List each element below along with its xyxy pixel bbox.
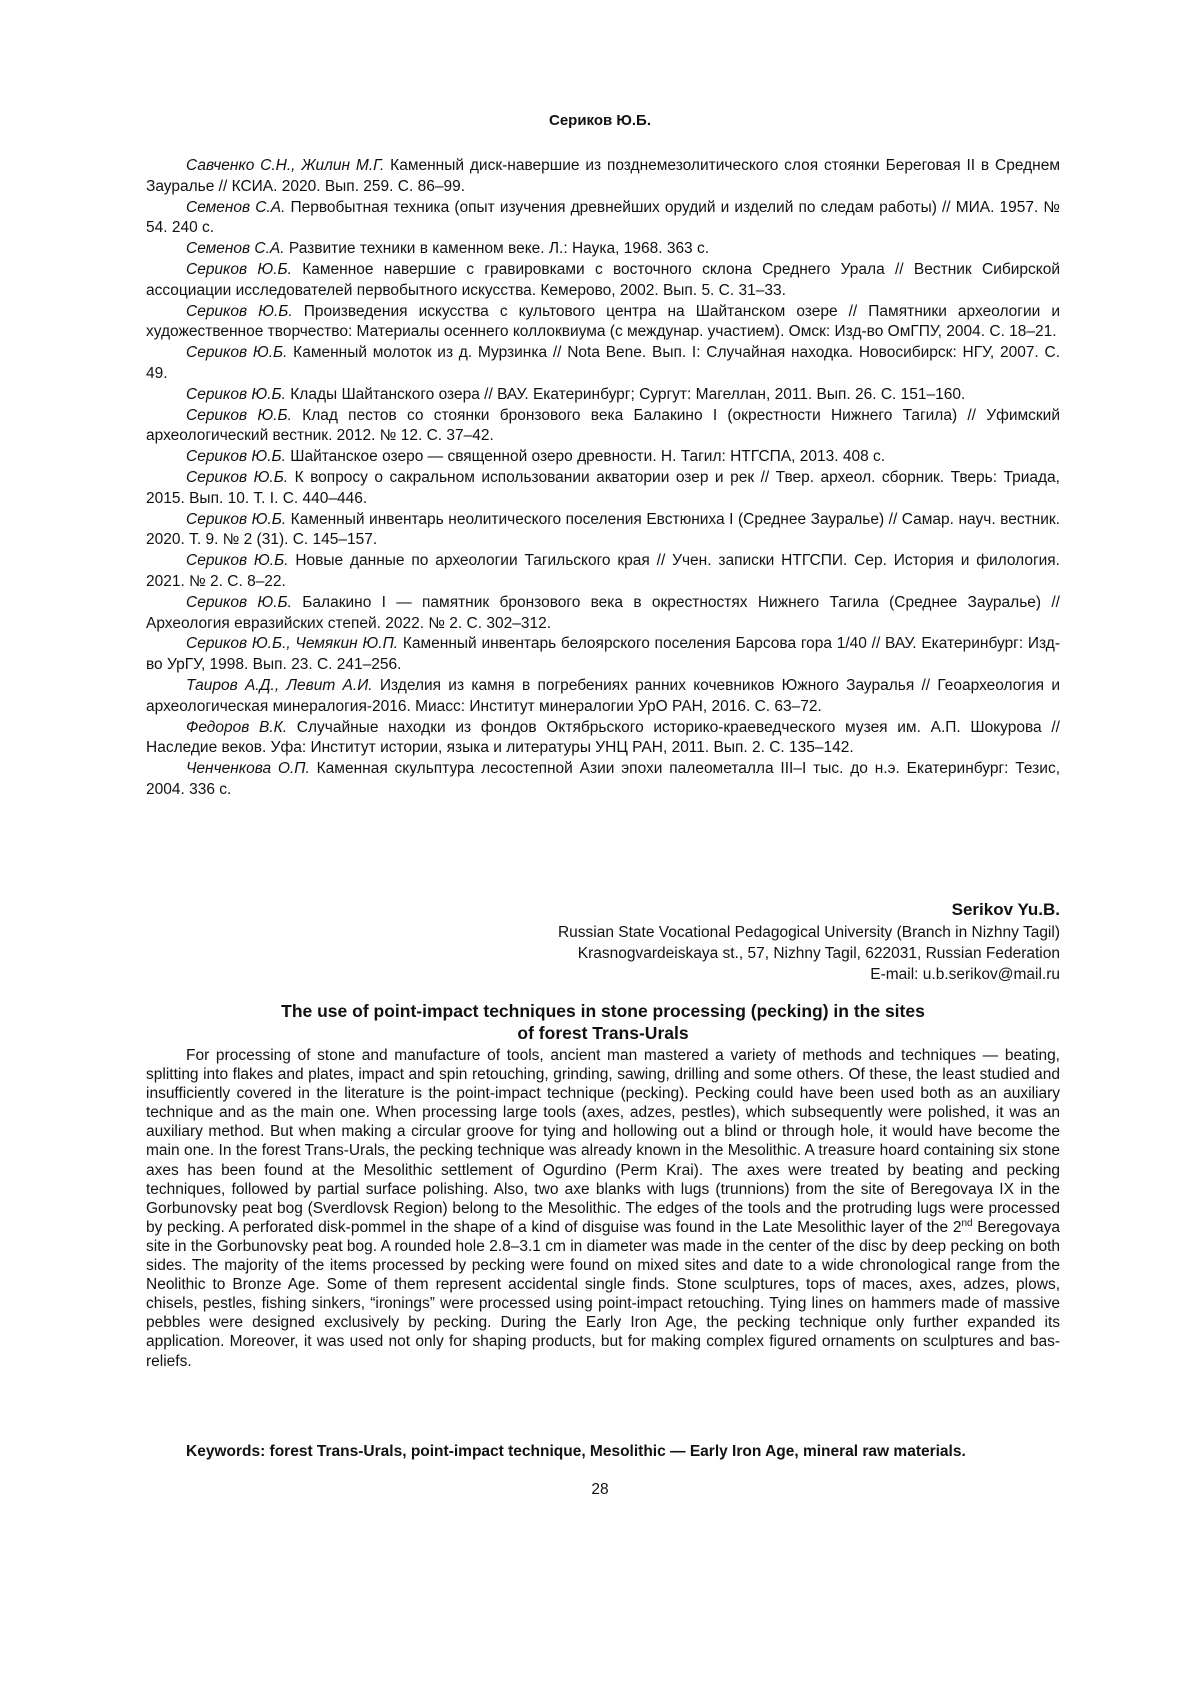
reference-author: Сериков Ю.Б.: [186, 510, 287, 528]
reference-text: К вопросу о сакральном использовании акватории озер и рек // Твер. археол. сборник. Тверь: Триада, 2015. Вып. 10. Т. I. С. 440–446.: [146, 468, 1060, 507]
author-email: E-mail: u.b.serikov@mail.ru: [870, 966, 1060, 983]
author-affiliation: [260, 899, 1060, 985]
reference-item: [146, 510, 1060, 552]
reference-author: Таиров А.Д., Левит А.И.: [186, 676, 373, 694]
reference-item: [146, 260, 1060, 302]
article-title: [146, 1000, 1060, 1044]
page-number: 28: [591, 1481, 609, 1498]
reference-item: [146, 239, 1060, 260]
reference-item: [146, 156, 1060, 198]
reference-item: [146, 447, 1060, 468]
author-address: Krasnogvardeiskaya st., 57, Nizhny Tagil, 622031, Russian Federation: [577, 945, 1060, 962]
reference-author: Сериков Ю.Б.: [186, 593, 292, 611]
reference-author: Сериков Ю.Б.: [186, 448, 286, 466]
abstract-text: For processing of stone and manufacture of tools, ancient man mastered a variety of methods and techniques — beating, splitting into flakes and plates, impact and spin retouching, grinding, sawing, drilling and some others. Of these, the least studied and insufficiently covered in the literature is the point-impact technique (pecking). Pecking could have been used both as an auxiliary technique and as the main one. When processing large tools (axes, adzes, pestles), which subsequently were polished, it was an auxiliary method. But when making a circular groove for tying and hollowing out a blind or through hole, it would have become the main one. In the forest Trans-Urals, the pecking technique was already known in the Mesolithic. A treasure hoard containing six stone axes has been found at the Mesolithic settlement of Ogurdino (Perm Krai). The axes were treated by beating and pecking techniques, followed by partial surface polishing. Also, two axe blanks with lugs (trunnions) from the site of Beregovaya IX in the Gorbunovsky peat bog (Sverdlovsk Region) belong to the Mesolithic. The edges of the tools and the protruding lugs were processed by pecking. A perforated disk-pommel in the shape of a kind of disguise was found in the Late Mesolithic layer of the 2: [146, 1047, 1060, 1236]
reference-item: [146, 676, 1060, 718]
reference-text: Клад пестов со стоянки бронзового века Балакино I (окрестности Нижнего Тагила) // Уфимский археологический вестник. 2012. № 12. С. 37–42.: [146, 406, 1060, 445]
reference-text: Каменный диск-навершие из позднемезолитического слоя стоянки Береговая II в Среднем Зауралье // КСИА. 2020. Вып. 259. С. 86–99.: [146, 157, 1060, 195]
author-organization: Russian State Vocational Pedagogical University (Branch in Nizhny Tagil): [557, 924, 1060, 941]
reference-author: Федоров В.К.: [186, 718, 288, 736]
article-title-line: The use of point-impact techniques in stone processing (pecking) in the sites: [281, 1001, 925, 1021]
reference-text: Каменная скульптура лесостепной Азии эпохи палеометалла III–I тыс. до н.э. Екатеринбург: Тезис, 2004. 336 с.: [146, 760, 1060, 798]
reference-item: [146, 593, 1060, 635]
reference-text: Балакино I — памятник бронзового века в окрестностях Нижнего Тагила (Среднее Зауралье) // Археология евразийских степей. 2022. № 2. С. 302–312.: [146, 593, 1060, 632]
reference-item: [146, 468, 1060, 510]
reference-item: [146, 302, 1060, 344]
keywords: Keywords: forest Trans-Urals, point-impact technique, Mesolithic — Early Iron Age, mineral raw materials.: [186, 1443, 966, 1460]
reference-text: Новые данные по археологии Тагильского края // Учен. записки НТГСПИ. Сер. История и филология. 2021. № 2. С. 8–22.: [146, 552, 1060, 590]
reference-author: Сериков Ю.Б.: [186, 468, 289, 486]
reference-item: [146, 343, 1060, 385]
reference-text: Произведения искусства с культового центра на Шайтанском озере // Памятники археологии и художественное творчество: Материалы осеннего коллоквиума (с междунар. участием). Омск: Изд-во ОмГПУ, 2004. С. 18–21.: [146, 302, 1060, 341]
reference-text: Изделия из камня в погребениях ранних кочевников Южного Зауралья // Геоархеология и археологическая минералогия-2016. Миасс: Институт минералогии УрО РАН, 2016. С. 63–72.: [146, 676, 1061, 715]
reference-author: Ченченкова О.П.: [186, 760, 310, 778]
abstract-text: Beregovaya site in the Gorbunovsky peat bog. A rounded hole 2.8–3.1 cm in diameter was made in the center of the disc by deep pecking on both sides. The majority of the items processed by pecking were found on mixed sites and date to a wide chronological range from the Neolithic to Bronze Age. Some of them represent accidental single finds. Stone sculptures, tops of maces, axes, adzes, plows, chisels, pestles, fishing sinkers, “ironings” were processed using point-impact retouching. Tying lines on hammers made of massive pebbles were designed exclusively by pecking. During the Early Iron Age, the pecking technique only further expanded its application. Moreover, it was used not only for shaping products, but for making complex figured ornaments on sculptures and bas-reliefs.: [146, 1218, 1060, 1370]
reference-text: Каменный инвентарь белоярского поселения Барсова гора 1/40 // ВАУ. Екатеринбург: Изд-во УрГУ, 1998. Вып. 23. С. 241–256.: [146, 635, 1061, 674]
reference-item: [146, 551, 1060, 593]
reference-author: Сериков Ю.Б.: [186, 552, 289, 570]
reference-item: [146, 634, 1060, 676]
abstract: [146, 1046, 1060, 1371]
author-name: Serikov Yu.B.: [951, 900, 1060, 919]
reference-item: [146, 198, 1060, 240]
reference-text: Каменный молоток из д. Мурзинка // Nota Bene. Вып. I: Случайная находка. Новосибирск: НГУ, 2007. С. 49.: [146, 344, 1060, 382]
reference-item: [146, 718, 1060, 760]
reference-author: Сериков Ю.Б.: [186, 385, 286, 403]
reference-author: Сериков Ю.Б.: [186, 260, 292, 278]
running-header: Сериков Ю.Б.: [548, 112, 651, 129]
ordinal-superscript: nd: [961, 1217, 973, 1229]
reference-item: [146, 406, 1060, 448]
reference-text: Каменное навершие с гравировками с восточного склона Среднего Урала // Вестник Сибирской ассоциации исследователей первобытного искусства. Кемерово, 2002. Вып. 5. С. 31–33.: [146, 260, 1060, 299]
reference-item: [146, 385, 1060, 406]
reference-author: Сериков Ю.Б.: [186, 344, 288, 362]
reference-author: Савченко С.Н., Жилин М.Г.: [186, 157, 385, 174]
article-title-line: of forest Trans-Urals: [517, 1023, 689, 1043]
reference-text: Клады Шайтанского озера // ВАУ. Екатеринбург; Сургут: Магеллан, 2011. Вып. 26. С. 151–160.: [285, 385, 966, 403]
reference-author: Сериков Ю.Б.: [186, 406, 292, 424]
reference-text: Шайтанское озеро — священной озеро древности. Н. Тагил: НТГСПА, 2013. 408 с.: [285, 448, 886, 466]
reference-text: Каменный инвентарь неолитического поселения Евстюниха I (Среднее Зауралье) // Самар. науч. вестник. 2020. Т. 9. № 2 (31). С. 145–157.: [146, 510, 1060, 549]
reference-text: Первобытная техника (опыт изучения древнейших орудий и изделий по следам работы) // МИА. 1957. № 54. 240 с.: [146, 198, 1061, 237]
reference-text: Развитие техники в каменном веке. Л.: Наука, 1968. 363 с.: [284, 240, 710, 258]
reference-list: [146, 156, 1060, 801]
reference-author: Сериков Ю.Б.: [186, 302, 293, 320]
reference-author: Семенов С.А.: [186, 198, 286, 216]
reference-author: Сериков Ю.Б., Чемякин Ю.П.: [186, 635, 399, 653]
reference-author: Семенов С.А.: [186, 240, 285, 258]
reference-item: [146, 759, 1060, 801]
reference-text: Случайные находки из фондов Октябрьского историко-краеведческого музея им. А.П. Шокурова // Наследие веков. Уфа: Институт истории, языка и литературы УНЦ РАН, 2011. Вып. 2. С. 135–142.: [146, 718, 1060, 757]
